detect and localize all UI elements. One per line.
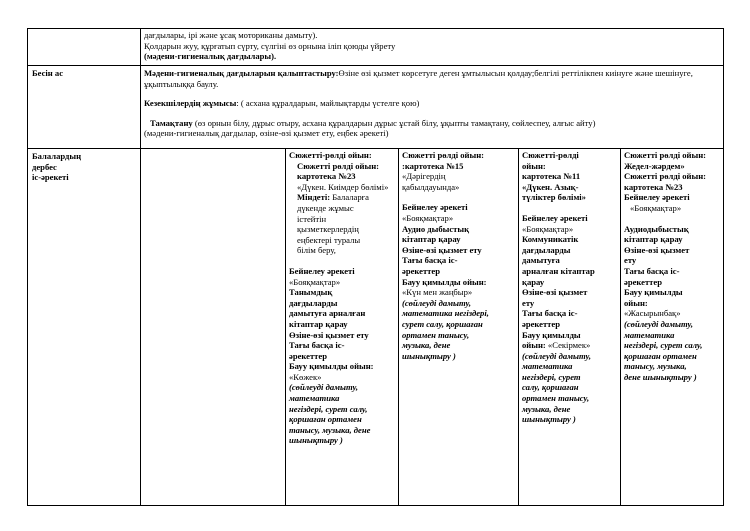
text-line: математика негіздері, [402,308,489,319]
text-line: дене шынықтыру ) [624,371,697,382]
hygiene-paragraph [144,68,720,89]
text-line: Өзіне-өзі қызмет ету [402,244,482,255]
text-line: картотека №23 [297,171,356,182]
schedule-table [27,28,724,506]
text-line: Бауу қимылды [522,329,581,340]
text-line: танысу, музыка, [624,361,687,372]
text-line: сурет салу, қоршаған [402,318,483,329]
text-line: білім беру, [297,245,336,256]
table-row [28,29,724,66]
text-line: «Күн мен жаңбыр» [402,287,473,298]
text-line: Аудио дыбыстық [402,223,470,234]
text-line: картотека №23 [624,181,683,192]
text-line: істейтін [297,213,327,224]
afternoon-snack-content [141,66,724,149]
text-line: (сөйлеуді дамыту, [289,382,358,393]
text-line: Бейнелеу әрекеті [624,192,690,203]
text-line: кітаптар қарау [624,234,683,245]
text-line: Жедел-жәрдем» [624,160,685,171]
day-activity-cell [399,149,519,506]
text-line: Сюжетті рөлді ойын: [297,160,380,171]
hygiene-text: Өзіне өзі қызмет көрсетуге деген ұмтылысын қолдау;белгілі реттілікпен киінуге және шешінуге, ұқыптылыққа баулу. [144,68,693,89]
text-line: Сюжетті рөлді ойын: [624,150,707,160]
text-line: математика [289,393,340,404]
text-line: «Жасырынбақ» [624,308,681,319]
text-line: Танымдық [289,287,333,298]
empty-day-cell [141,149,286,506]
text-line: Сюжетті-рөлді ойын: [289,150,372,160]
eating-note: (мәдени-гигиеналық дағдылар, өзіне-өзі қызмет ету, еңбек әрекеті) [144,128,389,139]
text-line: «Бояқмақтар» [289,276,341,287]
text-line: Бауу қимылды [624,287,683,298]
text-line: кітаптар қарау [402,234,461,245]
text-line: әрекеттер [402,265,440,276]
table-row [28,149,724,506]
text-line: ету [624,255,637,266]
text-line: «Дүкен. Киімдер бөлімі» [297,181,389,192]
text-line: дамытуға [522,255,560,266]
text-line: «Бояқмақтар» [402,212,454,223]
text-line: қоршаған ортамен [624,350,697,361]
text-line: Балаларға [332,192,369,203]
text-line: ортамен танысу, [402,329,470,340]
day-activity-cell [621,149,724,506]
text-line: Бауу қимылды ойын: [402,276,487,287]
hygiene-heading: Мәдени-гигиеналық дағдыларын қалыптастыру: [144,68,339,78]
text-line: Міндеті: [297,192,333,203]
text-line: әрекеттер [522,318,560,329]
text-line: Бейнелеу әрекеті [402,202,468,213]
text-line: Сюжетті рөлді ойын: [624,171,707,182]
text-line: түліктер бөлімі» [522,192,586,203]
text-line: ойын: [624,297,648,308]
text-line: «Бояқмақтар» [522,223,574,234]
text-line: Тағы басқа іс- [289,340,345,351]
text-line: Бауу қимылды ойын: [289,361,374,372]
text-line: Өзіне-өзі қызмет [624,244,690,255]
text-line: Бейнелеу әрекеті [522,212,588,223]
table-row [28,66,724,149]
label-line: іс-әрекеті [32,172,69,183]
duty-heading: Кезекшілердің жұмысы [144,98,237,109]
text-line: ету [522,297,535,308]
text-line: «Дәрігердің [402,171,446,182]
text-line: ойын: [522,340,546,351]
text-line: дағдылары, ірі және ұсақ моториканы дамыту). [144,30,318,40]
text-line: арналған кітаптар [522,265,595,276]
text-line: дамытуға арналған [289,308,366,319]
eating-text: (өз орнын білу, дұрыс отыру, асхана құралдарын дұрыс ұстай білу, ұқыпты тамақтану, сөйлеспеу, алғыс айту) [192,117,596,128]
text-line: шынықтыру ) [522,414,576,425]
text-line: қарау [522,276,545,287]
text-line: Тағы басқа іс- [624,265,680,276]
text-line: «Секірмек» [545,340,591,351]
text-line: әрекеттер [624,276,662,287]
duty-text: : ( асхана құралдарын, майлықтарды үстелге қою) [236,98,420,109]
text-line: картотека №11 [522,171,581,182]
text-line: негіздері, сурет салу, [289,403,368,414]
text-line: танысу, музыка, дене [289,424,371,435]
eating-paragraph [144,118,720,129]
text-line: Қолдарын жуу, құрғатып сүрту, сүлгіні өз орнына іліп қоюды үйрету [144,40,396,51]
document-page [27,28,723,513]
text-line: математика [522,361,573,372]
eating-heading: Тамақтану [150,117,193,128]
text-line: дағдыларды [522,244,571,255]
label-line: Балалардың [32,151,82,161]
text-line: Сюжетті рөлді ойын: [402,150,485,160]
text-line: «Көжек» [289,371,322,382]
text-line: :картотека №15 [402,160,464,171]
text-line: «Дүкен. Азық- [522,181,579,192]
text-line: қызметкерлердің [297,224,359,235]
text-line: Бейнелеу әрекеті [289,265,355,276]
text-line: Сюжетті-рөлді [522,150,579,160]
text-line: Аудиодыбыстық [624,223,689,234]
empty-label-cell [28,29,141,66]
text-line: Өзіне-өзі қызмет ету [289,329,369,340]
text-line: «Бояқмақтар» [630,202,682,213]
text-line: Тағы басқа іс- [522,308,578,319]
text-line: шынықтыру ) [402,350,456,361]
text-line: әрекеттер [289,350,327,361]
text-line: математика [624,329,675,340]
duty-paragraph [144,98,720,109]
text-line: дағдыларды [289,297,338,308]
text-line: шынықтыру ) [289,435,343,446]
text-line: Өзіне-өзі қызмет [522,287,588,298]
text-line: дүкенде жұмыс [297,202,354,213]
text-line: Тағы басқа іс- [402,255,458,266]
day-activity-cell [286,149,399,506]
afternoon-snack-label-cell [28,66,141,149]
text-line: ойын: [522,160,546,171]
text-line: (сөйлеуді дамыту, [522,350,591,361]
text-line: негіздері, сурет [522,371,581,382]
text-line: музыка, дене [522,403,571,414]
text-line: (сөйлеуді дамыту, [624,318,693,329]
text-line: негіздері, сурет салу, [624,340,703,351]
text-line: (мәдени-гигиеналық дағдылары). [144,51,277,62]
text-line: қоршаған ортамен [289,414,362,425]
text-line: салу, қоршаған [522,382,579,393]
text-line: музыка, дене [402,340,451,351]
text-line: еңбектері туралы [297,234,361,245]
day-activity-cell [519,149,621,506]
independent-activity-label-cell [28,149,141,506]
afternoon-snack-label: Бесін ас [32,68,64,78]
label-line: дербес [32,161,57,172]
text-line: (сөйлеуді дамыту, [402,297,471,308]
text-line: қабылдауында» [402,181,460,192]
text-line: кітаптар қарау [289,318,348,329]
text-line: Коммуникатік [522,234,579,245]
text-line: ортамен танысу, [522,393,590,404]
motor-skills-cell [141,29,724,66]
